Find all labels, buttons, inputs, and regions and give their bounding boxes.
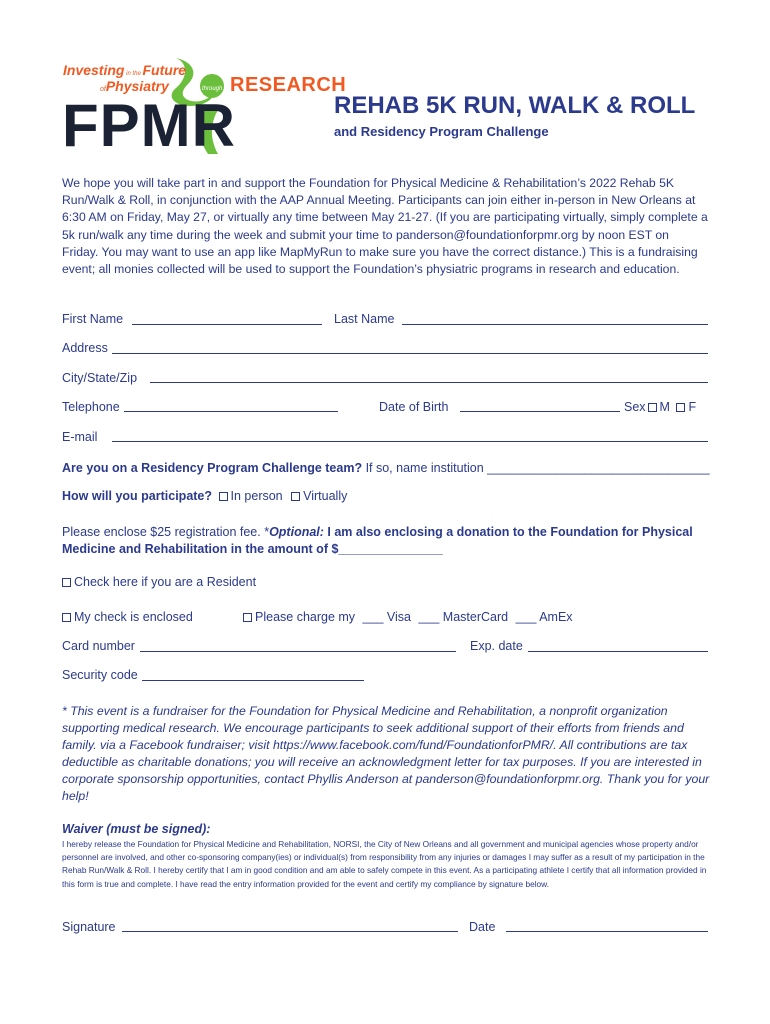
sex-label: Sex — [624, 400, 646, 414]
fee-lead: Please enclose $25 registration fee. * — [62, 525, 270, 539]
logo-through: through — [202, 86, 223, 92]
dob-field[interactable] — [460, 411, 620, 412]
city-state-zip-field[interactable] — [150, 382, 708, 383]
sex-f-label: F — [688, 400, 697, 414]
institution-field[interactable]: If so, name institution ________________________________ — [362, 461, 710, 475]
signature-label: Signature — [62, 920, 116, 934]
first-name-label: First Name — [62, 312, 124, 326]
charge-row — [243, 610, 573, 624]
sex-f-checkbox[interactable] — [676, 403, 685, 412]
email-label: E-mail — [62, 430, 98, 444]
signature-field[interactable] — [122, 931, 458, 932]
residency-question — [62, 461, 710, 475]
mastercard-option[interactable]: ___ MasterCard — [418, 610, 509, 624]
sex-m-label: M — [659, 400, 670, 414]
email-field[interactable] — [112, 441, 708, 442]
resident-label: Check here if you are a Resident — [74, 575, 257, 589]
intro-paragraph: We hope you will take part in and support the Foundation for Physical Medicine & Rehabilitation’s 2022 Rehab 5K Run/Walk & Roll, in conjunction with the AAP Annual Meeting. Participants can join either in-person in New Orleans at 6:30 AM on Friday, May 27, or virtually any time between May 21-27. (If you are participating virtually, simply complete a 5k run/walk any time during the week and submit your time to panderson@foundationforpmr.org by noon EST on Friday. You may want to use an app like MapMyRun to make sure you have the correct distance.) This is a fundraising event; all monies collected will be used to support the Foundation’s physiatric programs in research and education. — [62, 176, 708, 277]
check-enclosed-label: My check is enclosed — [74, 610, 193, 624]
waiver-title: Waiver (must be signed): — [62, 822, 211, 836]
exp-date-field[interactable] — [528, 651, 708, 652]
address-label: Address — [62, 341, 108, 355]
sex-group — [624, 400, 696, 414]
logo-tagline-2: ofPhysiatry — [100, 78, 169, 94]
charge-card-checkbox[interactable] — [243, 613, 252, 622]
check-enclosed-row — [62, 610, 193, 624]
first-name-field[interactable] — [132, 324, 322, 325]
city-state-zip-label: City/State/Zip — [62, 371, 138, 385]
card-number-label: Card number — [62, 639, 135, 653]
virtually-label: Virtually — [303, 489, 348, 503]
fee-paragraph — [62, 524, 708, 558]
optional-label: Optional: — [269, 525, 324, 539]
participation-question — [62, 489, 347, 503]
donation-field[interactable]: I am also enclosing a donation to the Foundation for Physical Medicine and Rehabilitation in the amount of $_______________ — [62, 525, 693, 556]
card-number-field[interactable] — [140, 651, 456, 652]
fundraiser-note: * This event is a fundraiser for the Foundation for Physical Medicine and Rehabilitation, a nonprofit organization supporting medical research. We encourage participants to seek additional support of their efforts from friends and family. via a Facebook fundraiser; visit https://www.facebook.com/fund/FoundationforPMR/. All contributions are tax deductible as charitable donations; you will receive an acknowledgment letter for tax purposes. If you are interested in corporate sponsorship opportunities, contact Phyllis Anderson at panderson@foundationforpmr.org. Thank you for your help! — [62, 704, 710, 803]
resident-checkbox[interactable] — [62, 578, 71, 587]
logo-brand: FPMR — [62, 92, 236, 159]
participation-label: How will you participate? — [62, 489, 213, 503]
telephone-label: Telephone — [62, 400, 120, 414]
logo-tagline-1: Investing in the Future — [63, 62, 187, 78]
charge-label: Please charge my — [255, 610, 356, 624]
security-code-field[interactable] — [142, 680, 364, 681]
event-subtitle: and Residency Program Challenge — [334, 124, 549, 139]
address-field[interactable] — [112, 353, 708, 354]
waiver-text: I hereby release the Foundation for Physical Medicine and Rehabilitation, NORSI, the City of New Orleans and all government and municipal agencies whose property and/or personnel are involved, and other co-sponsoring company(ies) or individual(s) from responsibility from any injuries or damages I may suffer as a result of my participation in the Rehab Run/Walk & Roll. I hereby certify that I am in good condition and am able to safely compete in this event. As a participating athlete I certify that all information provided in this form is true and complete. I have read the entry information provided for the event and certify my compliance by signature below. — [62, 839, 707, 889]
last-name-label: Last Name — [334, 312, 395, 326]
dob-label: Date of Birth — [379, 400, 449, 414]
amex-option[interactable]: ___ AmEx — [515, 610, 573, 624]
in-person-label: In person — [230, 489, 283, 503]
exp-date-label: Exp. date — [470, 639, 523, 653]
resident-check-row — [62, 575, 256, 589]
in-person-checkbox[interactable] — [219, 492, 228, 501]
virtually-checkbox[interactable] — [291, 492, 300, 501]
telephone-field[interactable] — [124, 411, 338, 412]
check-enclosed-checkbox[interactable] — [62, 613, 71, 622]
residency-question-label: Are you on a Residency Program Challenge team? — [62, 461, 363, 475]
logo-research: RESEARCH — [230, 74, 347, 96]
sex-m-checkbox[interactable] — [648, 403, 657, 412]
signature-date-field[interactable] — [506, 931, 708, 932]
visa-option[interactable]: ___ Visa — [362, 610, 411, 624]
last-name-field[interactable] — [402, 324, 708, 325]
security-code-label: Security code — [62, 668, 138, 682]
event-title: REHAB 5K RUN, WALK & ROLL — [334, 92, 696, 119]
signature-date-label: Date — [469, 920, 496, 934]
